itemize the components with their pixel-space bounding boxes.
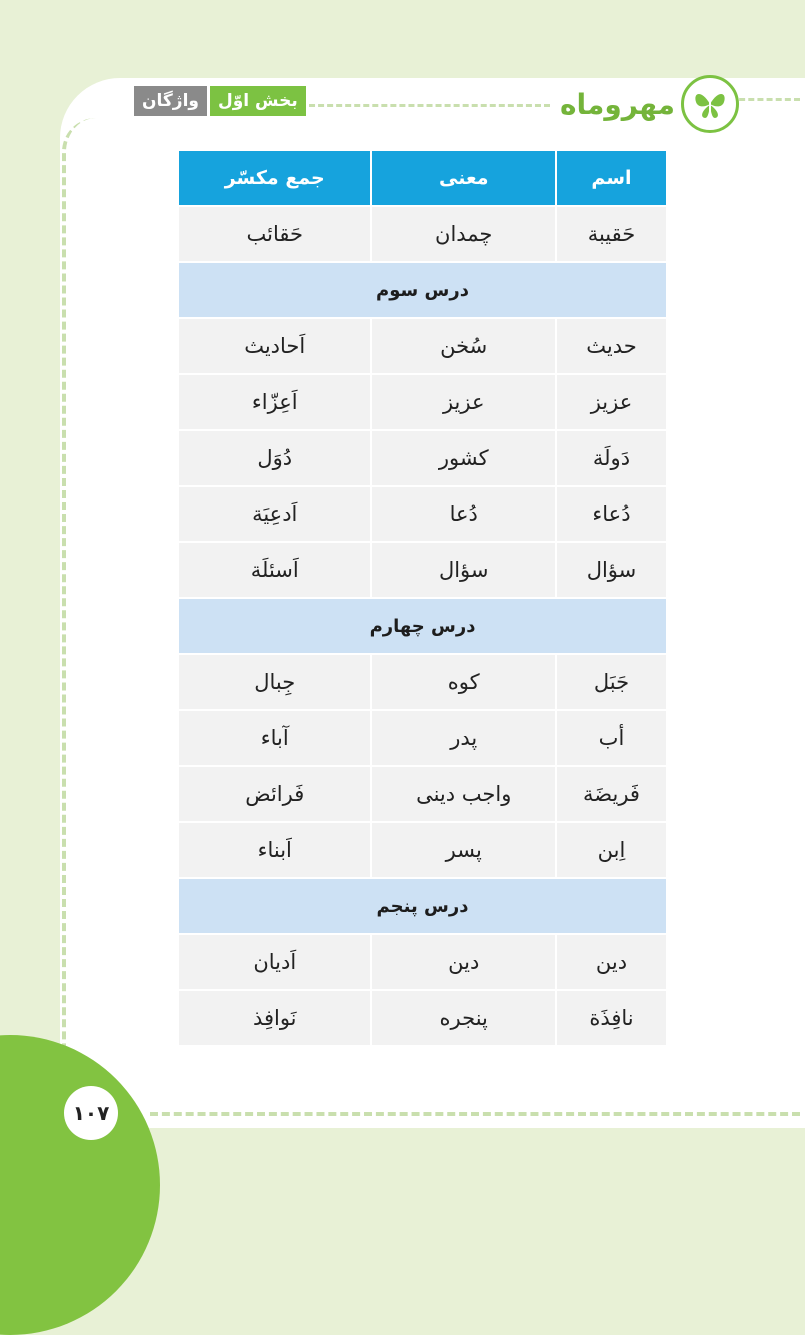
page-number: ۱۰۷ (64, 1086, 118, 1140)
cell-noun: حَقيبة (557, 207, 666, 261)
cell-broken-plural: جِبال (179, 655, 370, 709)
table-row (179, 711, 666, 765)
decorative-dashed-border-top (300, 104, 550, 107)
cell-broken-plural: فَرائض (179, 767, 370, 821)
cell-noun: اِبن (557, 823, 666, 877)
table-row (179, 207, 666, 261)
table-body (179, 207, 666, 1045)
table-row (179, 935, 666, 989)
column-header-noun: اسم (557, 151, 666, 205)
table-row (179, 543, 666, 597)
table-row (179, 375, 666, 429)
section-row (179, 599, 666, 653)
table-row (179, 487, 666, 541)
column-header-broken-plural: جمع مکسّر (179, 151, 370, 205)
table-row (179, 991, 666, 1045)
cell-broken-plural: اَدعِيَة (179, 487, 370, 541)
cell-meaning: پنجره (372, 991, 554, 1045)
vocabulary-table (177, 149, 668, 1047)
cell-broken-plural: آباء (179, 711, 370, 765)
table-row (179, 767, 666, 821)
table-row (179, 431, 666, 485)
cell-broken-plural: نَوافِذ (179, 991, 370, 1045)
cell-meaning: کشور (372, 431, 554, 485)
cell-broken-plural: اَديان (179, 935, 370, 989)
table-row (179, 823, 666, 877)
cell-noun: نافِذَة (557, 991, 666, 1045)
cell-noun: حديث (557, 319, 666, 373)
cell-noun: عزيز (557, 375, 666, 429)
cell-meaning: کوه (372, 655, 554, 709)
cell-meaning: سُخن (372, 319, 554, 373)
cell-meaning: پسر (372, 823, 554, 877)
cell-meaning: عزيز (372, 375, 554, 429)
section-title: درس سوم (179, 263, 666, 317)
brand-name: مهروماه (560, 87, 676, 121)
cell-meaning: دين (372, 935, 554, 989)
cell-noun: سؤال (557, 543, 666, 597)
section-tag: بخش اوّل (210, 86, 306, 116)
cell-broken-plural: دُوَل (179, 431, 370, 485)
table-row (179, 655, 666, 709)
section-title: درس چهارم (179, 599, 666, 653)
cell-broken-plural: اَسئلَة (179, 543, 370, 597)
cell-broken-plural: حَقائب (179, 207, 370, 261)
decorative-dashed-border-top-right (730, 98, 800, 101)
cell-broken-plural: اَبناء (179, 823, 370, 877)
cell-meaning: پدر (372, 711, 554, 765)
cell-noun: فَريضَة (557, 767, 666, 821)
section-row (179, 263, 666, 317)
cell-meaning: دُعا (372, 487, 554, 541)
table-row (179, 319, 666, 373)
cell-meaning: واجب دينی (372, 767, 554, 821)
cell-meaning: چمدان (372, 207, 554, 261)
section-row (179, 879, 666, 933)
decorative-dashed-border-bottom (150, 1112, 800, 1116)
brand (560, 76, 739, 132)
cell-noun: دين (557, 935, 666, 989)
section-title: درس پنجم (179, 879, 666, 933)
topic-tag: واژگان (134, 86, 207, 116)
table-header-row (179, 151, 666, 205)
cell-noun: دُعاء (557, 487, 666, 541)
cell-broken-plural: اَعِزّاء (179, 375, 370, 429)
decorative-dashed-border-left (62, 118, 96, 1098)
cell-noun: دَولَة (557, 431, 666, 485)
cell-noun: أب (557, 711, 666, 765)
column-header-meaning: معنی (372, 151, 554, 205)
cell-meaning: سؤال (372, 543, 554, 597)
butterfly-icon (681, 75, 739, 133)
cell-noun: جَبَل (557, 655, 666, 709)
chapter-header (134, 86, 306, 116)
cell-broken-plural: اَحاديث (179, 319, 370, 373)
